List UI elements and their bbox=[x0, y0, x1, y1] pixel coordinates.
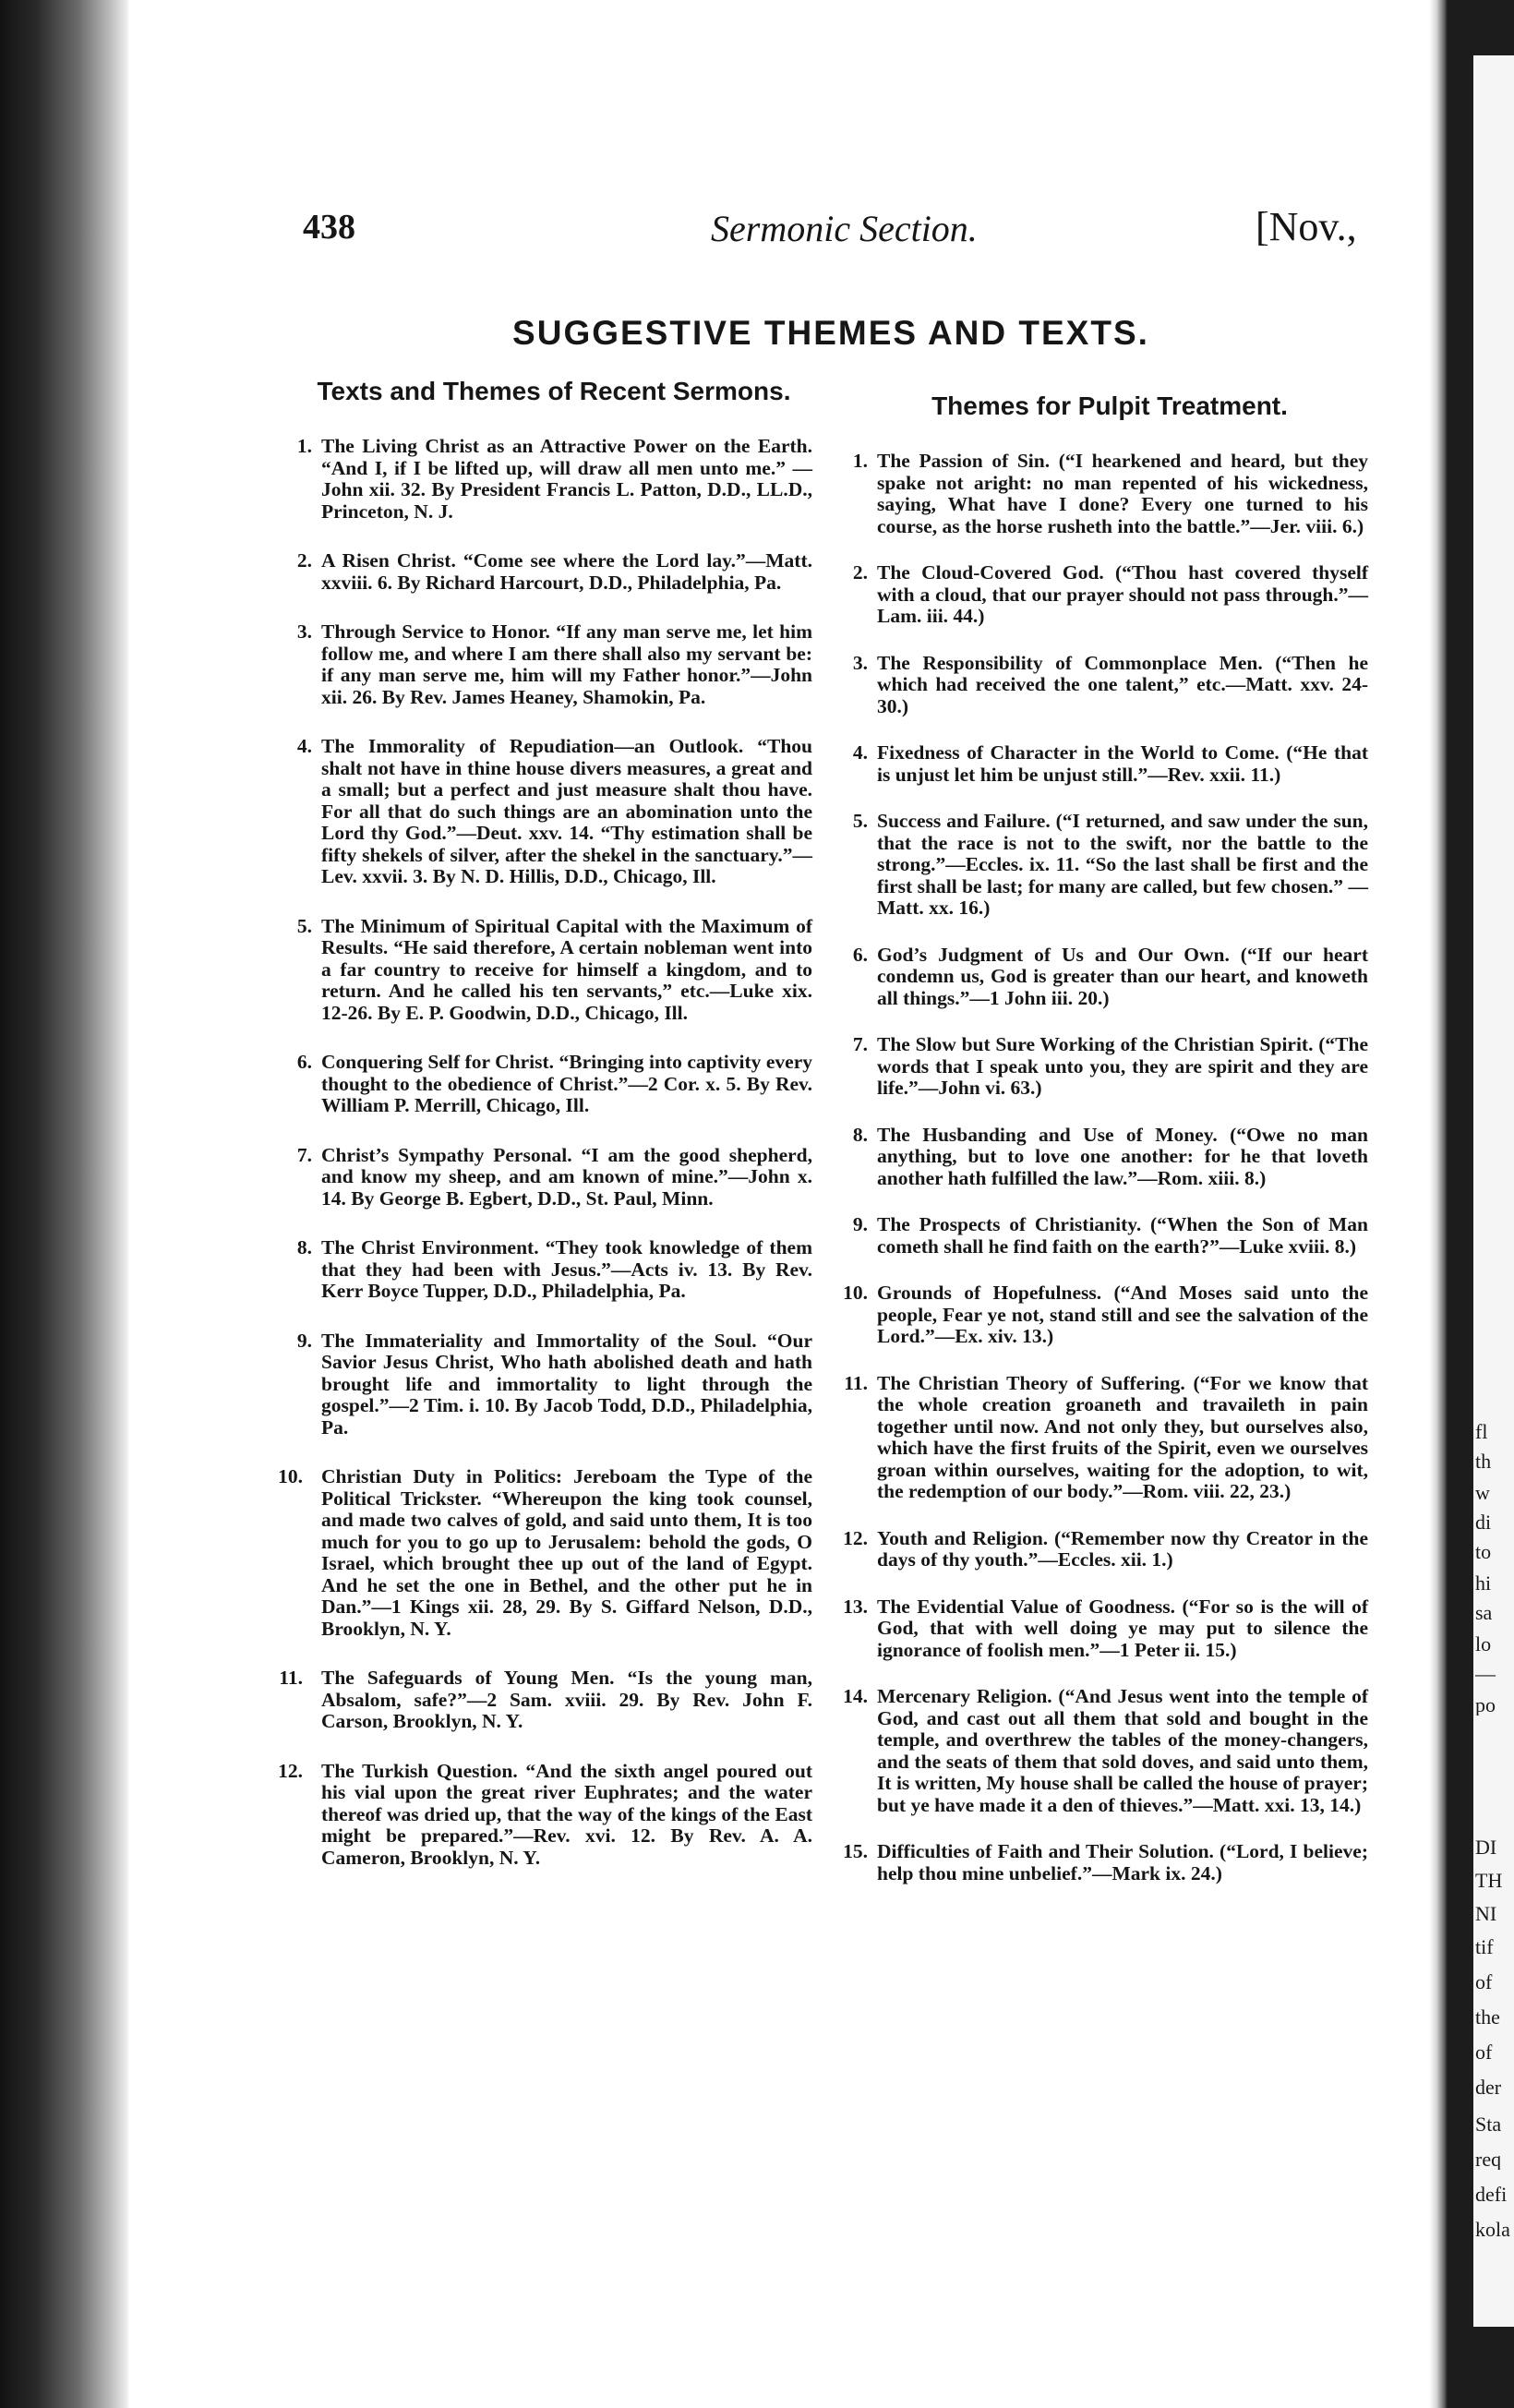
entry-number: 5. bbox=[296, 914, 312, 937]
entry-text: The Christ Environment. “They took knowledge of them that they had been with Jesus.”—Acts iv. 13. By Rev. Kerr Boyce Tupper, D.D., Philadelphia, Pa. bbox=[321, 1236, 812, 1302]
facing-page-fragment: sa bbox=[1475, 1603, 1493, 1623]
entry-number: 10. bbox=[843, 1282, 868, 1304]
facing-page-fragment: DI bbox=[1475, 1837, 1497, 1858]
entry-text: Difficulties of Faith and Their Solution. (“Lord, I believe; help thou mine unbelief.”—Mark ix. 24.) bbox=[877, 1840, 1368, 1884]
list-item bbox=[295, 550, 812, 594]
list-item bbox=[851, 945, 1368, 1010]
facing-page-fragment: di bbox=[1475, 1512, 1492, 1533]
facing-page-fragment: th bbox=[1475, 1451, 1492, 1472]
list-item bbox=[843, 1526, 1368, 1571]
entry-number: 2. bbox=[852, 561, 868, 584]
entry-number: 11. bbox=[844, 1371, 868, 1394]
entry-text: Grounds of Hopefulness. (“And Moses said unto the people, Fear ye not, stand still and see the salvation of the Lord.”—Ex. xiv. 13.) bbox=[877, 1282, 1368, 1347]
entry-number: 12. bbox=[278, 1759, 303, 1782]
list-item bbox=[295, 1145, 812, 1210]
entry-text: Conquering Self for Christ. “Bringing into captivity every thought to the obedience of Christ.”—2 Cor. x. 5. By Rev. William P. Merrill, Chicago, Ill. bbox=[321, 1051, 812, 1116]
entry-number: 12. bbox=[843, 1526, 868, 1549]
list-item bbox=[843, 1685, 1368, 1816]
list-item bbox=[844, 1371, 1368, 1503]
facing-page-fragment: tif bbox=[1475, 1937, 1494, 1957]
facing-page-fragment: Sta bbox=[1475, 2114, 1502, 2135]
scan-gutter-left bbox=[0, 0, 129, 2408]
page-number: 438 bbox=[303, 208, 355, 247]
sermon-list bbox=[278, 435, 812, 1869]
list-item bbox=[295, 736, 812, 888]
running-head bbox=[0, 201, 1514, 257]
issue-month: [Nov., bbox=[1256, 204, 1357, 249]
list-item bbox=[851, 653, 1368, 718]
list-item bbox=[851, 562, 1368, 628]
entry-number: 3. bbox=[852, 651, 868, 674]
facing-page-fragment: po bbox=[1475, 1695, 1496, 1716]
list-item bbox=[843, 1282, 1368, 1348]
entry-number: 9. bbox=[296, 1329, 312, 1352]
list-item bbox=[278, 1465, 812, 1640]
entry-text: God’s Judgment of Us and Our Own. (“If our heart condemn us, God is greater than our heart, and knoweth all things.”—1 John iii. 20.) bbox=[877, 943, 1368, 1009]
theme-list bbox=[843, 450, 1368, 1884]
entry-number: 5. bbox=[852, 810, 868, 832]
facing-page-fragment: lo bbox=[1475, 1634, 1492, 1655]
facing-page-fragment: of bbox=[1475, 1972, 1493, 1993]
entry-number: 6. bbox=[852, 943, 868, 966]
entry-text: Youth and Religion. (“Remember now thy Creator in the days of thy youth.”—Eccles. xii. 1.) bbox=[877, 1526, 1368, 1571]
page-title: SUGGESTIVE THEMES AND TEXTS. bbox=[512, 314, 1149, 352]
entry-number: 7. bbox=[296, 1143, 312, 1166]
entry-number: 1. bbox=[852, 450, 868, 472]
list-item bbox=[851, 1034, 1368, 1100]
list-item bbox=[278, 1759, 812, 1870]
scan-gutter-right bbox=[1429, 0, 1448, 2408]
entry-text: The Christian Theory of Suffering. (“For we know that the whole creation groaneth and travaileth in pain together until now. And not only they, but ourselves also, which have the first fruits of the Spirit, even we ourselves groan within ourselves, waiting for the adoption, to wit, the redemption of our body.”—Rom. viii. 22, 23.) bbox=[877, 1371, 1368, 1502]
entry-text: The Evidential Value of Goodness. (“For so is the will of God, that with well doing ye may put to silence the ignorance of foolish men.”—1 Peter ii. 15.) bbox=[877, 1595, 1368, 1661]
facing-page-fragment: defi bbox=[1475, 2185, 1508, 2205]
entry-text: The Turkish Question. “And the sixth angel poured out his vial upon the great river Euphrates; and the water thereof was dried up, that the way of the kings of the East might be prepared.”—Rev. xvi. 12. By Rev. A. A. Cameron, Brooklyn, N. Y. bbox=[321, 1759, 812, 1869]
entry-number: 9. bbox=[852, 1213, 868, 1235]
list-item bbox=[279, 1667, 812, 1733]
facing-page-fragment: der bbox=[1475, 2077, 1502, 2098]
entry-text: The Responsibility of Commonplace Men. (“Then he which had received the one talent,” etc.—Matt. xxv. 24-30.) bbox=[877, 651, 1368, 717]
entry-text: The Passion of Sin. (“I hearkened and heard, but they spake not aright: no man repented of his wickedness, saying, What have I done? Every one turned to his course, as the horse rusheth into the battle.”—Jer. viii. 6.) bbox=[877, 450, 1368, 537]
entry-text: Christ’s Sympathy Personal. “I am the good shepherd, and know my sheep, and am known of mine.”—John x. 14. By George B. Egbert, D.D., St. Paul, Minn. bbox=[321, 1143, 812, 1210]
list-item bbox=[851, 451, 1368, 537]
right-column-heading: Themes for Pulpit Treatment. bbox=[931, 391, 1288, 420]
list-item bbox=[295, 1237, 812, 1303]
facing-page-fragment: req bbox=[1475, 2149, 1502, 2170]
list-item bbox=[851, 1125, 1368, 1190]
entry-number: 15. bbox=[843, 1840, 868, 1862]
entry-number: 8. bbox=[296, 1236, 312, 1258]
entry-text: The Prospects of Christianity. (“When the Son of Man cometh shall he find faith on the earth?”—Luke xviii. 8.) bbox=[877, 1213, 1368, 1258]
left-column-heading: Texts and Themes of Recent Sermons. bbox=[317, 377, 791, 405]
entry-text: The Immateriality and Immortality of the Soul. “Our Savior Jesus Christ, Who hath abolished death and hath brought life and immortality to light through the gospel.”—2 Tim. i. 10. By Jacob Todd, D.D., Philadelphia, Pa. bbox=[321, 1329, 812, 1439]
facing-page-fragment: fl bbox=[1475, 1422, 1488, 1442]
entry-text: The Husbanding and Use of Money. (“Owe no man anything, but to love one another: for he that loveth another hath fulfilled the law.”—Rom. xiii. 8.) bbox=[877, 1123, 1368, 1189]
entry-text: The Cloud-Covered God. (“Thou hast covered thyself with a cloud, that our prayer should not pass through.”—Lam. iii. 44.) bbox=[877, 561, 1368, 627]
entry-number: 7. bbox=[852, 1033, 868, 1055]
list-item bbox=[295, 621, 812, 708]
entry-text: Through Service to Honor. “If any man serve me, let him follow me, and where I am there shall also my servant be: if any man serve me, him will my Father honor.”—John xii. 26. By Rev. James Heaney, Shamokin, Pa. bbox=[321, 620, 812, 708]
list-item bbox=[843, 1595, 1368, 1662]
entry-number: 13. bbox=[843, 1595, 868, 1618]
facing-page-fragment: kola bbox=[1475, 2220, 1510, 2240]
facing-page-fragment: TH bbox=[1475, 1871, 1503, 1891]
entry-number: 8. bbox=[852, 1123, 868, 1146]
entry-number: 4. bbox=[852, 741, 868, 764]
entry-text: Success and Failure. (“I returned, and saw under the sun, that the race is not to the swift, nor the battle to the strong.”—Eccles. ix. 11. “So the last shall be first and the first shall be last; for many are called, but few chosen.” —Matt. xx. 16.) bbox=[877, 810, 1368, 919]
list-item bbox=[851, 1214, 1368, 1258]
entry-text: A Risen Christ. “Come see where the Lord lay.”—Matt. xxviii. 6. By Richard Harcourt, D.D., Philadelphia, Pa. bbox=[321, 549, 812, 594]
list-item bbox=[295, 916, 812, 1025]
facing-page-fragment: NI bbox=[1475, 1904, 1497, 1924]
entry-text: The Slow but Sure Working of the Christian Spirit. (“The words that I speak unto you, they are spirit and they are life.”—John vi. 63.) bbox=[877, 1033, 1368, 1099]
list-item bbox=[851, 742, 1368, 786]
entry-number: 6. bbox=[296, 1051, 312, 1073]
entry-number: 3. bbox=[296, 620, 312, 643]
entry-number: 1. bbox=[296, 435, 312, 457]
entry-text: The Living Christ as an Attractive Power on the Earth. “And I, if I be lifted up, will draw all men unto me.” —John xii. 32. By President Francis L. Patton, D.D., LL.D., Princeton, N. J. bbox=[321, 435, 812, 523]
entry-number: 10. bbox=[278, 1465, 303, 1487]
entry-text: The Immorality of Repudiation—an Outlook. “Thou shalt not have in thine house divers measures, a great and a small; but a perfect and just measure shalt thou have. For all that do such things are an abomination unto the Lord thy God.”—Deut. xxv. 14. “Thy estimation shall be fifty shekels of silver, after the shekel in the sanctuary.”—Lev. xxvii. 3. By N. D. Hillis, D.D., Chicago, Ill. bbox=[321, 735, 812, 887]
entry-text: The Minimum of Spiritual Capital with the Maximum of Results. “He said therefore, A certain nobleman went into a far country to receive for himself a kingdom, and to return. And he called his ten servants,” etc.—Luke xix. 12-26. By E. P. Goodwin, D.D., Chicago, Ill. bbox=[321, 914, 812, 1024]
entry-text: Christian Duty in Politics: Jereboam the Type of the Political Trickster. “Whereupon the king took counsel, and made two calves of gold, and said unto them, It is too much for you to go up to Jerusalem: behold the gods, O Israel, which brought thee up out of the land of Egypt. And he set the one in Bethel, and the other put he in Dan.”—1 Kings xii. 28, 29. By S. Giffard Nelson, D.D., Brooklyn, N. Y. bbox=[321, 1465, 812, 1640]
entry-number: 4. bbox=[296, 735, 312, 757]
entry-text: Fixedness of Character in the World to Come. (“He that is unjust let him be unjust still.”—Rev. xxii. 11.) bbox=[877, 741, 1368, 786]
facing-page-fragment: — bbox=[1475, 1664, 1496, 1684]
entry-number: 11. bbox=[279, 1667, 303, 1689]
left-column bbox=[278, 377, 812, 1896]
list-item bbox=[851, 811, 1368, 920]
entry-text: The Safeguards of Young Men. “Is the young man, Absalom, safe?”—2 Sam. xviii. 29. By Rev. John F. Carson, Brooklyn, N. Y. bbox=[321, 1667, 812, 1732]
list-item bbox=[843, 1840, 1368, 1884]
entry-number: 14. bbox=[843, 1685, 868, 1707]
entry-number: 2. bbox=[296, 549, 312, 572]
entry-text: Mercenary Religion. (“And Jesus went into the temple of God, and cast out all them that sold and bought in the temple, and overthrew the tables of the money-changers, and the seats of them that sold doves, and said unto them, It is written, My house shall be called the house of prayer; but ye have made it a den of thieves.”—Matt. xxi. 13, 14.) bbox=[877, 1685, 1368, 1816]
facing-page-fragment: hi bbox=[1475, 1573, 1492, 1594]
right-column bbox=[843, 377, 1368, 1909]
facing-page-fragment: to bbox=[1475, 1542, 1492, 1562]
facing-page-fragment: w bbox=[1475, 1483, 1490, 1503]
list-item bbox=[295, 1052, 812, 1117]
section-title: Sermonic Section. bbox=[711, 208, 978, 249]
list-item bbox=[295, 1330, 812, 1439]
facing-page-fragment: the bbox=[1475, 2007, 1500, 2028]
facing-page-fragment: of bbox=[1475, 2042, 1493, 2063]
list-item bbox=[295, 436, 812, 523]
